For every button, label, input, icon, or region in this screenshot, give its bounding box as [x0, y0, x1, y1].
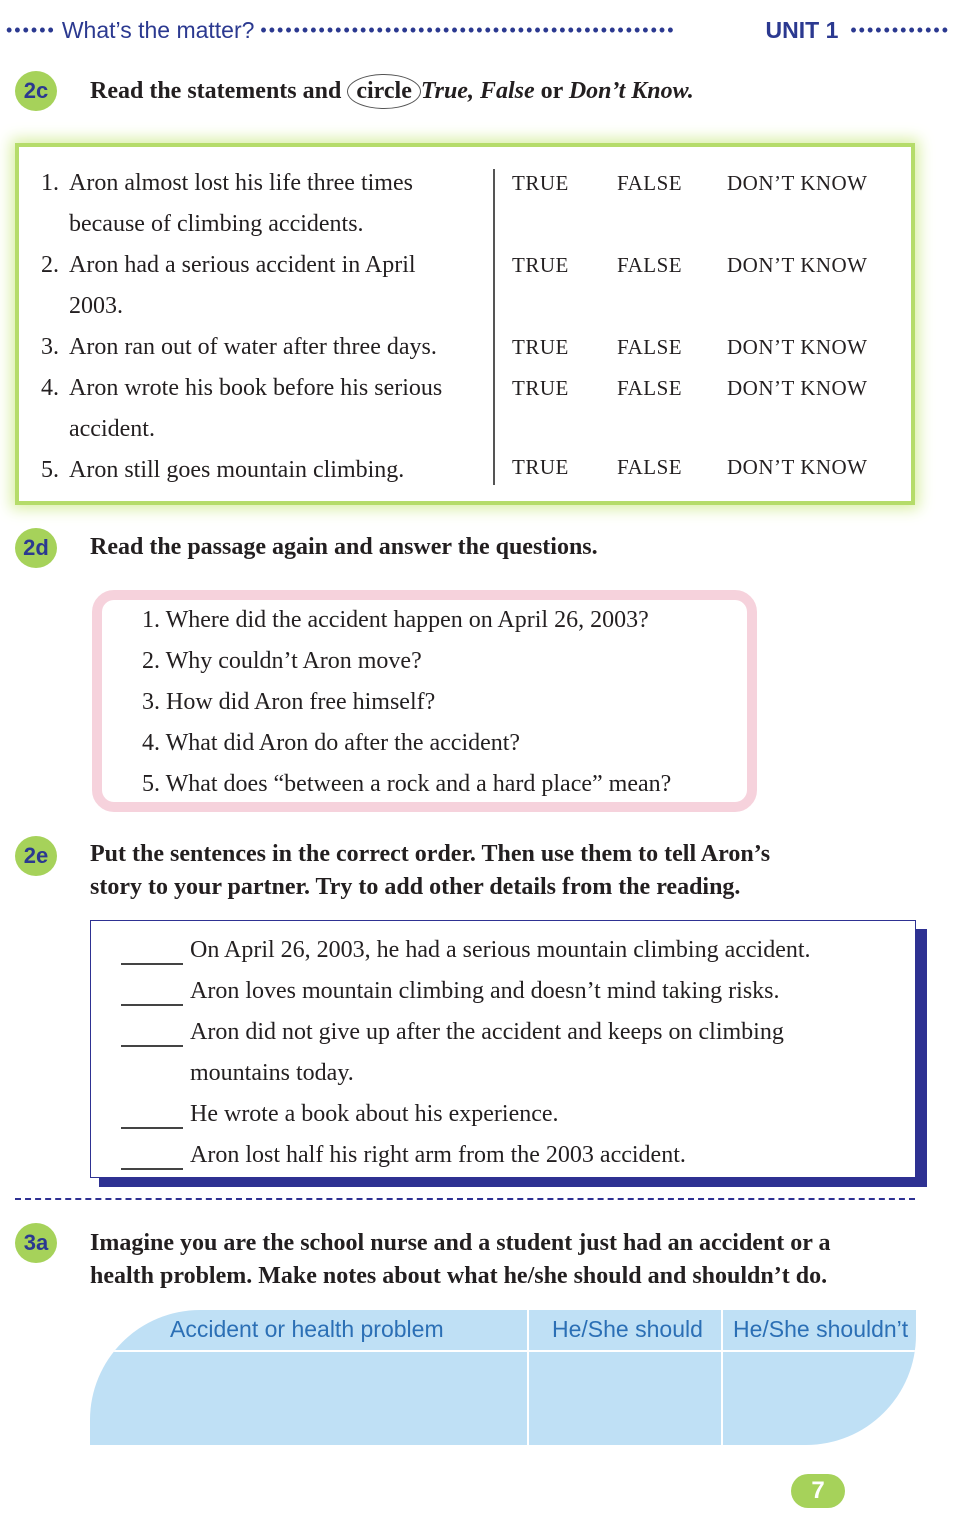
header-dots-right: •••••••••••• [850, 19, 950, 40]
column-header-problem: Accident or health problem [170, 1316, 444, 1342]
statement-4: 4. Aron wrote his book before his serious accident. [41, 375, 443, 442]
option-true-1[interactable]: TRUE [512, 171, 569, 195]
option-dontknow-5[interactable]: DON’T KNOW [727, 455, 868, 479]
option-dontknow-3[interactable]: DON’T KNOW [727, 335, 868, 359]
option-true-5[interactable]: TRUE [512, 455, 569, 479]
blank-line-5[interactable] [121, 1168, 183, 1170]
question-4: 4. What did Aron do after the accident? [142, 730, 521, 756]
instruction-2e-line1: Put the sentences in the correct order. Then use them to tell Aron’s [90, 841, 771, 867]
option-false-1[interactable]: FALSE [617, 171, 683, 195]
blank-line-3[interactable] [121, 1045, 183, 1047]
option-false-4[interactable]: FALSE [617, 376, 683, 400]
badge-3a: 3a [15, 1223, 57, 1263]
option-dontknow-1[interactable]: DON’T KNOW [727, 171, 868, 195]
option-true-3[interactable]: TRUE [512, 335, 569, 359]
statement-3: 3. Aron ran out of water after three days. [41, 334, 437, 360]
order-sentence-3-cont: mountains today. [190, 1060, 354, 1086]
question-2: 2. Why couldn’t Aron move? [142, 648, 422, 674]
option-true-2[interactable]: TRUE [512, 253, 569, 277]
instruction-2c-or: or [540, 78, 563, 104]
table-column-divider-2 [721, 1310, 723, 1445]
question-3: 3. How did Aron free himself? [142, 689, 436, 715]
order-sentence-3: Aron did not give up after the accident and keeps on climbing [190, 1019, 784, 1045]
question-1: 1. Where did the accident happen on April 26, 2003? [142, 607, 649, 633]
statement-1: 1. Aron almost lost his life three times because of climbing accidents. [41, 170, 413, 237]
instruction-2c-italic2: Don’t Know. [568, 78, 694, 104]
blank-line-1[interactable] [121, 963, 183, 965]
statements-box [15, 143, 915, 505]
statement-5: 5. Aron still goes mountain climbing. [41, 457, 405, 483]
notes-table [90, 1310, 916, 1445]
header-dots-left: •••••• [6, 19, 56, 40]
column-divider [493, 169, 495, 485]
unit-label: UNIT 1 [765, 16, 839, 43]
order-sentence-1: On April 26, 2003, he had a serious mountain climbing accident. [190, 937, 811, 963]
instruction-2e-line2: story to your partner. Try to add other details from the reading. [90, 874, 741, 900]
order-sentence-5: Aron lost half his right arm from the 2003 accident. [190, 1142, 686, 1168]
instruction-2d: Read the passage again and answer the questions. [90, 534, 598, 560]
instruction-3a-line2: health problem. Make notes about what he/she should and shouldn’t do. [90, 1263, 828, 1289]
section-divider [15, 1198, 915, 1200]
table-column-divider-1 [527, 1310, 529, 1445]
column-header-shouldnt: He/She shouldn’t [733, 1316, 909, 1342]
order-sentence-4: He wrote a book about his experience. [190, 1101, 559, 1127]
instruction-2c [90, 74, 694, 109]
option-dontknow-2[interactable]: DON’T KNOW [727, 253, 868, 277]
order-sentence-2: Aron loves mountain climbing and doesn’t mind taking risks. [190, 978, 780, 1004]
badge-2d: 2d [15, 528, 57, 568]
header-dots-middle: •••••••••••••••••••••••••••••••••••••••••••••••••• [260, 19, 676, 40]
order-box [90, 920, 916, 1178]
page-number: 7 [791, 1474, 845, 1508]
option-true-4[interactable]: TRUE [512, 376, 569, 400]
badge-2e: 2e [15, 836, 57, 876]
badge-2c: 2c [15, 71, 57, 111]
instruction-2c-pre: Read the statements and [90, 78, 342, 104]
question-5: 5. What does “between a rock and a hard place” mean? [142, 771, 672, 797]
instruction-2e [90, 838, 770, 904]
option-false-3[interactable]: FALSE [617, 335, 683, 359]
page-header [6, 14, 950, 46]
instruction-2c-italic: True, False [420, 78, 535, 104]
option-false-5[interactable]: FALSE [617, 455, 683, 479]
blank-line-2[interactable] [121, 1004, 183, 1006]
instruction-3a [90, 1227, 831, 1293]
questions-box [92, 590, 757, 812]
blank-line-4[interactable] [121, 1127, 183, 1129]
instruction-2c-circled: circle [347, 74, 421, 109]
instruction-3a-line1: Imagine you are the school nurse and a student just had an accident or a [90, 1230, 831, 1256]
option-false-2[interactable]: FALSE [617, 253, 683, 277]
option-dontknow-4[interactable]: DON’T KNOW [727, 376, 868, 400]
statement-2: 2. Aron had a serious accident in April 2003. [41, 252, 416, 319]
column-header-should: He/She should [552, 1316, 703, 1342]
header-title: What’s the matter? [61, 16, 255, 43]
